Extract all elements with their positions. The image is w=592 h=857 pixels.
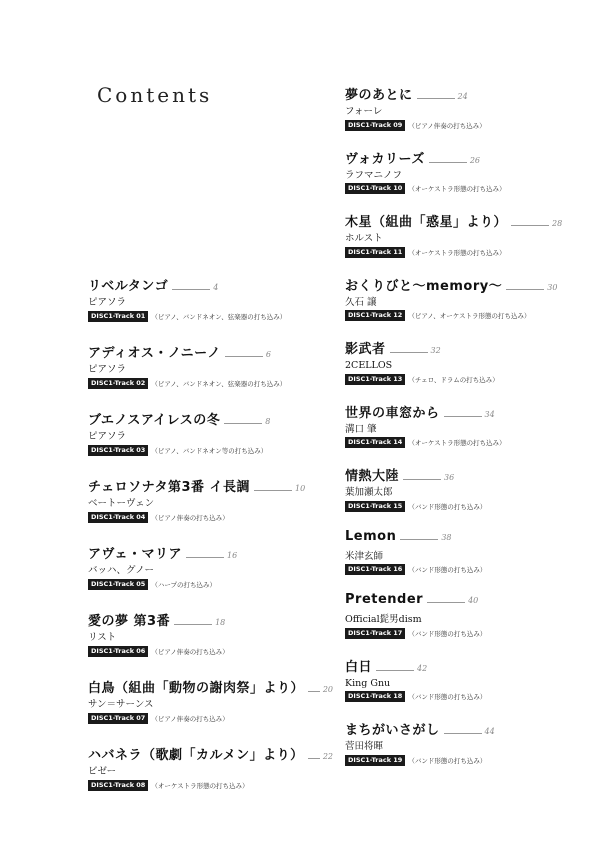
composer: 米津玄師 [345, 550, 384, 562]
track-badge: DISC1-Track 01 [88, 311, 148, 322]
page-number: 22 [322, 752, 333, 761]
track-note: （バンド形態の打ち込み） [408, 629, 487, 638]
page-number: 44 [484, 727, 495, 736]
song-title: ブエノスアイレスの冬 [88, 413, 221, 428]
track-note: （ピアノ伴奏の打ち込み） [408, 121, 486, 130]
page-number: 4 [213, 283, 219, 292]
track-badge: DISC1-Track 16 [345, 564, 405, 575]
song-title: Lemon [345, 528, 397, 544]
track-badge: DISC1-Track 17 [345, 628, 405, 639]
track-note: （ピアノ、バンドネオン等の打ち込み） [151, 446, 268, 455]
page-number: 36 [444, 473, 455, 482]
track-note: （バンド形態の打ち込み） [408, 693, 487, 701]
composer: Official髭男dism [345, 614, 422, 625]
leader-line [172, 289, 210, 290]
track-note: （ピアノ伴奏の打ち込み） [151, 647, 229, 656]
toc-entry [345, 275, 585, 339]
track-badge: DISC1-Track 05 [88, 579, 148, 590]
composer: 葉加瀬太郎 [345, 487, 393, 498]
track-badge: DISC1-Track 08 [88, 780, 148, 791]
song-title: ヴォカリーズ [345, 151, 425, 167]
song-title: チェロソナタ第3番 イ長調 [88, 480, 251, 495]
song-title: まちがいさがし [345, 723, 440, 738]
song-title: 白鳥（組曲「動物の謝肉祭」より） [88, 681, 305, 696]
toc-entry [345, 656, 585, 720]
track-badge: DISC1-Track 04 [88, 512, 148, 523]
right-column [345, 84, 585, 783]
toc-entry [345, 465, 585, 529]
track-note: （バンド形態の打ち込み） [408, 502, 487, 511]
toc-entry [345, 338, 585, 402]
track-badge: DISC1-Track 14 [345, 437, 405, 448]
track-badge: DISC1-Track 12 [345, 310, 405, 321]
composer: バッハ、グノー [88, 565, 155, 576]
toc-entry [345, 592, 585, 656]
track-badge: DISC1-Track 10 [345, 183, 405, 194]
page-number: 24 [457, 92, 468, 101]
toc-entry [88, 409, 333, 476]
leader-line [444, 733, 482, 734]
toc-entry [345, 211, 585, 275]
leader-line [417, 98, 455, 99]
track-note: （オーケストラ形態の打ち込み） [408, 185, 506, 193]
page-number: 34 [484, 409, 495, 419]
composer: フォーレ [345, 106, 383, 117]
composer: リスト [88, 632, 117, 643]
toc-entry [345, 84, 585, 148]
toc-entry [345, 529, 585, 593]
leader-line [224, 423, 262, 424]
song-title: アヴェ・マリア [88, 547, 182, 562]
song-title: ハバネラ（歌劇「カルメン」より） [88, 748, 304, 763]
song-title: 愛の夢 第3番 [88, 614, 171, 629]
toc-entry [345, 148, 585, 212]
track-note: （チェロ、ドラムの打ち込み） [408, 375, 499, 384]
composer: ピアソラ [88, 431, 127, 442]
song-title: 情熱大陸 [345, 469, 400, 484]
toc-entry [88, 275, 333, 342]
track-badge: DISC1-Track 19 [345, 755, 405, 766]
leader-line [400, 539, 438, 540]
page-number: 38 [441, 532, 452, 542]
toc-entry [88, 744, 333, 811]
track-badge: DISC1-Track 07 [88, 713, 148, 724]
song-title: 白日 [345, 659, 373, 675]
track-note: （ピアノ、オーケストラ形態の打ち込み） [408, 312, 531, 320]
page-number: 30 [547, 282, 558, 292]
page-number: 28 [552, 219, 563, 228]
composer: 2CELLOS [345, 360, 393, 371]
leader-line [174, 624, 212, 625]
contents-heading: Contents [97, 83, 213, 107]
composer: 溝口 肇 [345, 423, 377, 435]
track-note: （オーケストラ形態の打ち込み） [408, 439, 506, 447]
track-badge: DISC1-Track 09 [345, 120, 405, 131]
page-number: 40 [468, 596, 479, 605]
leader-line [506, 289, 544, 290]
song-title: 影武者 [345, 342, 386, 357]
leader-line [403, 479, 441, 480]
track-badge: DISC1-Track 13 [345, 374, 405, 385]
toc-entry [88, 543, 333, 610]
composer: ラフマニノフ [345, 169, 403, 181]
composer: ピアソラ [88, 364, 127, 375]
track-badge: DISC1-Track 18 [345, 691, 405, 702]
page-number: 18 [215, 618, 226, 627]
page-number: 20 [322, 685, 333, 694]
composer: ホルスト [345, 233, 383, 244]
page-number: 8 [265, 417, 271, 426]
track-note: （オーケストラ形態の打ち込み） [408, 248, 506, 257]
left-column [88, 275, 333, 811]
page-number: 16 [226, 551, 238, 560]
track-badge: DISC1-Track 02 [88, 378, 148, 389]
toc-entry [88, 677, 333, 744]
composer: 菅田将暉 [345, 741, 384, 752]
leader-line [225, 356, 263, 357]
composer: 久石 譲 [345, 296, 377, 308]
track-note: （ピアノ伴奏の打ち込み） [151, 513, 229, 522]
toc-entry [88, 342, 333, 409]
leader-line [429, 162, 467, 163]
leader-line [390, 352, 428, 353]
leader-line [444, 416, 482, 417]
track-note: （ハープの打ち込み） [151, 580, 217, 589]
song-title: 木星（組曲「惑星」より） [345, 215, 508, 230]
song-title: リベルタンゴ [88, 279, 169, 294]
song-title: アディオス・ノニーノ [88, 346, 221, 361]
page-number: 32 [430, 346, 441, 355]
track-note: （オーケストラ形態の打ち込み） [151, 781, 249, 790]
track-note: （バンド形態の打ち込み） [408, 566, 487, 574]
leader-line [254, 490, 292, 491]
page-number: 6 [265, 350, 272, 359]
track-note: （バンド形態の打ち込み） [408, 756, 487, 765]
song-title: 世界の車窓から [345, 405, 440, 421]
leader-line [308, 758, 320, 759]
page-number: 42 [417, 663, 428, 673]
track-note: （ピアノ伴奏の打ち込み） [151, 714, 229, 723]
track-badge: DISC1-Track 03 [88, 445, 148, 456]
track-note: （ピアノ、バンドネオン、弦楽器の打ち込み） [151, 312, 287, 321]
track-badge: DISC1-Track 11 [345, 247, 405, 258]
leader-line [186, 557, 224, 558]
leader-line [308, 691, 320, 692]
track-note: （ピアノ、バンドネオン、弦楽器の打ち込み） [151, 379, 287, 388]
page-number: 10 [295, 484, 306, 493]
toc-entry [345, 402, 585, 466]
song-title: 夢のあとに [345, 88, 413, 103]
composer: King Gnu [345, 677, 391, 689]
composer: サン＝サーンス [88, 699, 154, 710]
song-title: Pretender [345, 592, 424, 607]
composer: ビゼー [88, 766, 117, 777]
composer: ピアソラ [88, 297, 127, 308]
leader-line [376, 670, 414, 671]
track-badge: DISC1-Track 06 [88, 646, 148, 657]
song-title: おくりびと～memory～ [345, 278, 503, 294]
toc-entry [345, 719, 585, 783]
toc-entry [88, 476, 333, 543]
track-badge: DISC1-Track 15 [345, 501, 405, 512]
page-number: 26 [469, 155, 481, 165]
composer: ベートーヴェン [88, 498, 155, 509]
leader-line [511, 225, 549, 226]
leader-line [427, 602, 465, 603]
toc-entry [88, 610, 333, 677]
